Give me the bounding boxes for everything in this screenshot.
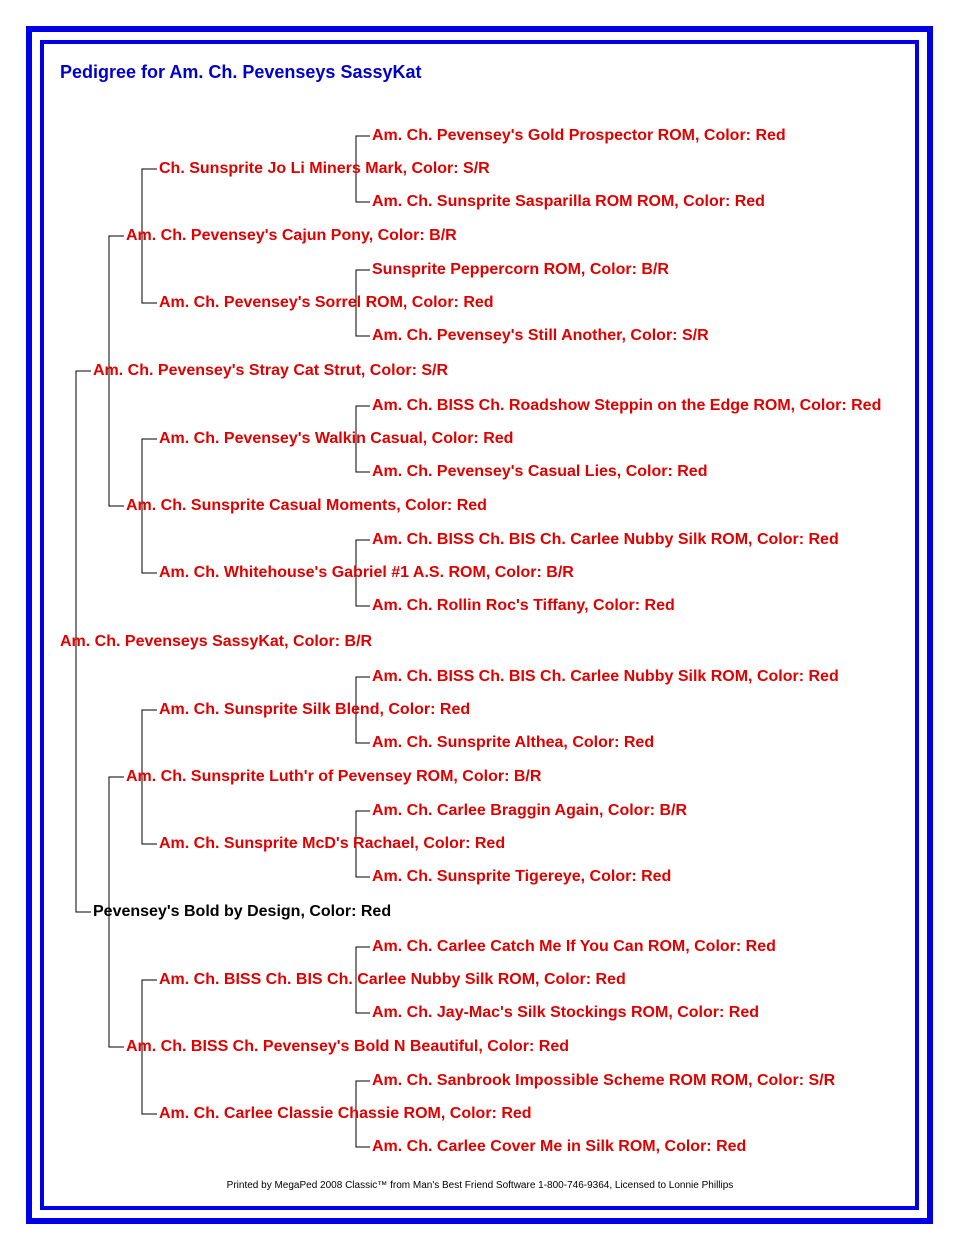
dam: Pevensey's Bold by Design, Color: Red (93, 903, 392, 920)
ancestor-g5: Am. Ch. Pevensey's Casual Lies, Color: Red (372, 463, 708, 480)
footer-credit: Printed by MegaPed 2008 Classic™ from Man's Best Friend Software 1-800-746-9364, Licensed to Lonnie Phillips (226, 1180, 734, 1191)
sd-dam: Am. Ch. Whitehouse's Gabriel #1 A.S. ROM, Color: B/R (159, 564, 574, 581)
ss-dam: Am. Ch. Pevensey's Sorrel ROM, Color: Red (159, 294, 494, 311)
ancestor-g5: Am. Ch. Rollin Roc's Tiffany, Color: Red (372, 597, 675, 614)
sire-sire: Am. Ch. Pevensey's Cajun Pony, Color: B/R (126, 227, 457, 244)
ancestor-g5: Am. Ch. Sunsprite Sasparilla ROM ROM, Color: Red (372, 193, 765, 210)
dam-sire: Am. Ch. Sunsprite Luth'r of Pevensey ROM, Color: B/R (126, 768, 542, 785)
dd-dam: Am. Ch. Carlee Classie Chassie ROM, Color: Red (159, 1105, 532, 1122)
ancestor-g5: Am. Ch. Carlee Braggin Again, Color: B/R (372, 802, 687, 819)
ancestor-g5: Am. Ch. Pevensey's Still Another, Color: S/R (372, 327, 709, 344)
ds-dam: Am. Ch. Sunsprite McD's Rachael, Color: Red (159, 835, 506, 852)
subject-dog: Am. Ch. Pevenseys SassyKat, Color: B/R (60, 633, 373, 650)
ancestor-g5: Am. Ch. BISS Ch. BIS Ch. Carlee Nubby Silk ROM, Color: Red (372, 668, 839, 685)
ancestor-g5: Am. Ch. Carlee Catch Me If You Can ROM, Color: Red (372, 938, 776, 955)
ancestor-g5: Am. Ch. Sunsprite Althea, Color: Red (372, 734, 655, 751)
ancestor-g5: Am. Ch. Jay-Mac's Silk Stockings ROM, Color: Red (372, 1004, 759, 1021)
ancestor-g5: Am. Ch. Sunsprite Tigereye, Color: Red (372, 868, 672, 885)
dd-sire: Am. Ch. BISS Ch. BIS Ch. Carlee Nubby Silk ROM, Color: Red (159, 971, 626, 988)
ds-sire: Am. Ch. Sunsprite Silk Blend, Color: Red (159, 701, 471, 718)
dam-dam: Am. Ch. BISS Ch. Pevensey's Bold N Beautiful, Color: Red (126, 1038, 569, 1055)
ancestor-g5: Am. Ch. BISS Ch. Roadshow Steppin on the Edge ROM, Color: Red (372, 397, 882, 414)
ss-sire: Ch. Sunsprite Jo Li Miners Mark, Color: S/R (159, 160, 490, 177)
ancestor-g5: Sunsprite Peppercorn ROM, Color: B/R (372, 261, 669, 278)
ancestor-g5: Am. Ch. BISS Ch. BIS Ch. Carlee Nubby Silk ROM, Color: Red (372, 531, 839, 548)
sd-sire: Am. Ch. Pevensey's Walkin Casual, Color: Red (159, 430, 514, 447)
ancestor-g5: Am. Ch. Pevensey's Gold Prospector ROM, Color: Red (372, 127, 786, 144)
page-title: Pedigree for Am. Ch. Pevenseys SassyKat (60, 62, 422, 82)
ancestor-g5: Am. Ch. Sanbrook Impossible Scheme ROM ROM, Color: S/R (372, 1072, 836, 1089)
ancestor-g5: Am. Ch. Carlee Cover Me in Silk ROM, Color: Red (372, 1138, 747, 1155)
sire-dam: Am. Ch. Sunsprite Casual Moments, Color: Red (126, 497, 487, 514)
sire: Am. Ch. Pevensey's Stray Cat Strut, Color: S/R (93, 362, 449, 379)
